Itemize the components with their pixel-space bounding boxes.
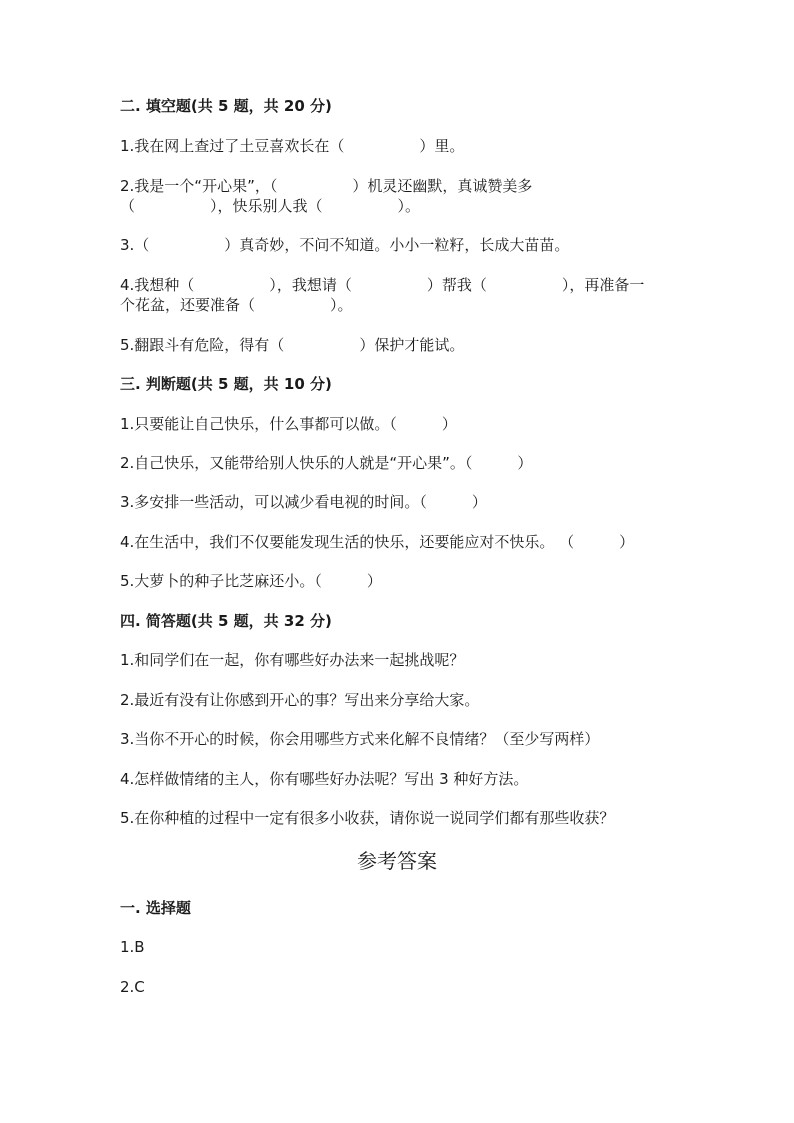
true-false-question-3: 3.多安排一些活动，可以减少看电视的时间。（ ）	[120, 493, 487, 511]
answer-1: 1.B	[120, 938, 145, 956]
true-false-question-5: 5.大萝卜的种子比芝麻还小。（ ）	[120, 572, 382, 590]
section-heading-true-false: 三. 判断题(共 5 题，共 10 分)	[120, 375, 332, 393]
fill-blank-question-4-line-2: 个花盆，还要准备（ ）。	[120, 296, 353, 314]
short-answer-question-5: 5.在你种植的过程中一定有很多小收获，请你说一说同学们都有那些收获？	[120, 809, 615, 827]
short-answer-question-1: 1.和同学们在一起，你有哪些好办法来一起挑战呢？	[120, 651, 465, 669]
fill-blank-question-2-line-1: 2.我是一个“开心果”，（ ）机灵还幽默，真诚赞美多	[120, 177, 533, 195]
fill-blank-question-1: 1.我在网上查过了土豆喜欢长在（ ）里。	[120, 137, 465, 155]
section-heading-short-answer: 四. 简答题(共 5 题，共 32 分)	[120, 612, 332, 630]
true-false-question-1: 1.只要能让自己快乐，什么事都可以做。（ ）	[120, 415, 457, 433]
section-heading-fill-blank: 二. 填空题(共 5 题，共 20 分)	[120, 97, 332, 115]
fill-blank-question-2-line-2: （ ），快乐别人我（ ）。	[120, 197, 421, 215]
answers-title: 参考答案	[357, 849, 437, 873]
true-false-question-4: 4.在生活中，我们不仅要能发现生活的快乐，还要能应对不快乐。 （ ）	[120, 533, 635, 551]
true-false-question-2: 2.自己快乐，又能带给别人快乐的人就是“开心果”。（ ）	[120, 454, 533, 472]
fill-blank-question-5: 5.翻跟斗有危险，得有（ ）保护才能试。	[120, 336, 465, 354]
fill-blank-question-4-line-1: 4.我想种（ ），我想请（ ）帮我（ ），再准备一	[120, 276, 645, 294]
fill-blank-question-3: 3.（ ）真奇妙，不问不知道。小小一粒籽，长成大苗苗。	[120, 236, 570, 254]
short-answer-question-4: 4.怎样做情绪的主人，你有哪些好办法呢？写出 3 种好方法。	[120, 770, 529, 788]
short-answer-question-2: 2.最近有没有让你感到开心的事？写出来分享给大家。	[120, 691, 480, 709]
answer-2: 2.C	[120, 978, 145, 996]
short-answer-question-3: 3.当你不开心的时候，你会用哪些方式来化解不良情绪？（至少写两样）	[120, 730, 600, 748]
answers-section-heading-choice: 一. 选择题	[120, 899, 191, 917]
